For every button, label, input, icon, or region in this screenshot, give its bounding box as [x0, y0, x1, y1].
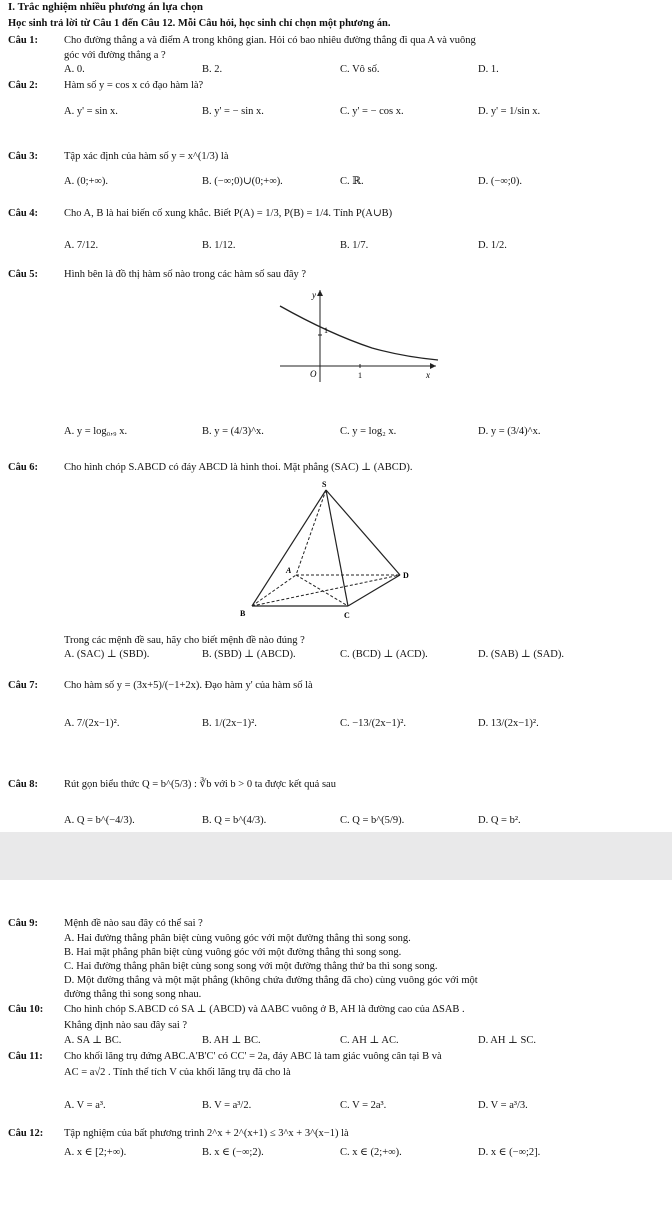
option-c[interactable]: C. V = 2a³.	[340, 1100, 387, 1111]
option-b[interactable]: B. 2.	[202, 64, 223, 75]
option-b[interactable]: B. Hai mặt phẳng phân biệt cùng vuông góc với một đường thẳng thì song song.	[64, 947, 402, 958]
x-label: x	[426, 370, 430, 380]
option-d[interactable]: D. (SAB) ⊥ (SAD).	[478, 649, 564, 660]
option-a[interactable]: A. 7/(2x−1)².	[64, 718, 120, 729]
option-d[interactable]: D. 1.	[478, 64, 499, 75]
section-title: I. Trắc nghiệm nhiều phương án lựa chọn	[8, 1, 203, 13]
edge-cd	[348, 575, 400, 606]
question-text: Cho hình chóp S.ABCD có đáy ABCD là hình thoi. Mặt phẳng (SAC) ⊥ (ABCD).	[64, 462, 413, 473]
question-text: Cho khối lăng trụ đứng ABC.A'B'C' có CC' = 2a, đáy ABC là tam giác vuông cân tại B và	[64, 1051, 442, 1062]
question-label: Câu 12:	[8, 1128, 44, 1139]
option-d[interactable]: D. Một đường thẳng và một mặt phẳng (không chứa đường thẳng đã cho) cùng vuông góc với một	[64, 975, 478, 986]
option-d[interactable]: D. (−∞;0).	[478, 176, 523, 187]
vertex-a: A	[286, 566, 292, 575]
option-d[interactable]: D. 1/2.	[478, 240, 507, 251]
question-label: Câu 6:	[8, 462, 39, 473]
question-text: Mệnh đề nào sau đây có thể sai ?	[64, 918, 203, 929]
option-a[interactable]: A. SA ⊥ BC.	[64, 1035, 122, 1046]
option-c[interactable]: C. −13/(2x−1)².	[340, 718, 407, 729]
option-c[interactable]: C. AH ⊥ AC.	[340, 1035, 399, 1046]
question-text: Hình bên là đồ thị hàm số nào trong các hàm số sau đây ?	[64, 269, 307, 280]
graph-background	[272, 284, 442, 386]
question-text: Cho A, B là hai biến cố xung khắc. Biết P(A) = 1/3, P(B) = 1/4. Tính P(A∪B)	[64, 208, 393, 219]
option-c[interactable]: C. x ∈ (2;+∞).	[340, 1147, 402, 1158]
tick-x-label: 1	[358, 371, 362, 380]
question-text-cont: AC = a√2 . Tính thể tích V của khối lăng trụ đã cho là	[64, 1067, 291, 1078]
question-label: Câu 11:	[8, 1051, 43, 1062]
option-b[interactable]: B. (−∞;0)∪(0;+∞).	[202, 176, 283, 187]
option-a[interactable]: A. (0;+∞).	[64, 176, 109, 187]
question-text: Tập nghiệm của bất phương trình 2^x + 2^(x+1) ≤ 3^x + 3^(x−1) là	[64, 1128, 349, 1139]
option-d[interactable]: D. V = a³/3.	[478, 1100, 528, 1111]
option-a[interactable]: A. y = log₀,₉ x.	[64, 426, 128, 437]
vertex-b: B	[240, 609, 246, 618]
option-a[interactable]: A. V = a³.	[64, 1100, 106, 1111]
option-d[interactable]: D. 13/(2x−1)².	[478, 718, 539, 729]
option-c[interactable]: C. y' = − cos x.	[340, 106, 404, 117]
y-label: y	[312, 290, 316, 300]
option-a[interactable]: A. y' = sin x.	[64, 106, 118, 117]
option-d[interactable]: D. y = (3/4)^x.	[478, 426, 541, 437]
option-d[interactable]: D. y' = 1/sin x.	[478, 106, 541, 117]
option-b[interactable]: B. Q = b^(4/3).	[202, 815, 267, 826]
edge-sb	[252, 490, 326, 606]
question-text: Cho hình chóp S.ABCD có SA ⊥ (ABCD) và ΔABC vuông ở B, AH là đường cao của ΔSAB .	[64, 1004, 465, 1015]
question-label: Câu 4:	[8, 208, 39, 219]
question-text: Rút gọn biểu thức Q = b^(5/3) : ∛b với b > 0 ta được kết quả sau	[64, 779, 336, 790]
page-break	[0, 832, 672, 880]
exponential-graph	[272, 284, 442, 386]
tick-y-label: 1	[324, 326, 328, 335]
option-b[interactable]: B. x ∈ (−∞;2).	[202, 1147, 264, 1158]
option-b[interactable]: B. AH ⊥ BC.	[202, 1035, 261, 1046]
option-c[interactable]: B. 1/7.	[340, 240, 369, 251]
question-label: Câu 9:	[8, 918, 39, 929]
question-label: Câu 10:	[8, 1004, 44, 1015]
question-text-cont: Khẳng định nào sau đây sai ?	[64, 1020, 188, 1031]
option-d[interactable]: D. Q = b².	[478, 815, 521, 826]
vertex-c: C	[344, 611, 350, 620]
option-a[interactable]: A. 7/12.	[64, 240, 99, 251]
pyramid-figure	[230, 478, 410, 628]
edge-sa	[296, 490, 326, 575]
option-c[interactable]: C. y = log₂ x.	[340, 426, 397, 437]
option-d[interactable]: D. x ∈ (−∞;2].	[478, 1147, 541, 1158]
option-b[interactable]: B. y = (4/3)^x.	[202, 426, 264, 437]
question-text: Tập xác định của hàm số y = x^(1/3) là	[64, 151, 229, 162]
option-b[interactable]: B. V = a³/2.	[202, 1100, 252, 1111]
option-b[interactable]: B. (SBD) ⊥ (ABCD).	[202, 649, 296, 660]
vertex-d: D	[403, 571, 409, 580]
option-d-cont: đường thẳng thì song song nhau.	[64, 989, 202, 1000]
question-label: Câu 5:	[8, 269, 39, 280]
origin-label: O	[310, 369, 317, 379]
question-text-cont: Trong các mệnh đề sau, hãy cho biết mệnh đề nào đúng ?	[64, 635, 305, 646]
question-label: Câu 1:	[8, 35, 39, 46]
option-c[interactable]: C. Q = b^(5/9).	[340, 815, 405, 826]
question-text: Cho hàm số y = (3x+5)/(−1+2x). Đạo hàm y' của hàm số là	[64, 680, 313, 691]
option-b[interactable]: B. 1/(2x−1)².	[202, 718, 257, 729]
question-text: Hàm số y = cos x có đạo hàm là?	[64, 80, 204, 91]
option-c[interactable]: C. Vô số.	[340, 64, 380, 75]
option-c[interactable]: C. (BCD) ⊥ (ACD).	[340, 649, 428, 660]
option-d[interactable]: D. AH ⊥ SC.	[478, 1035, 537, 1046]
question-label: Câu 7:	[8, 680, 39, 691]
option-c[interactable]: C. ℝ.	[340, 176, 364, 187]
option-a[interactable]: A. Hai đường thẳng phân biệt cùng vuông góc với một đường thẳng thì song song.	[64, 933, 411, 944]
option-a[interactable]: A. x ∈ [2;+∞).	[64, 1147, 127, 1158]
question-label: Câu 8:	[8, 779, 39, 790]
option-b[interactable]: B. 1/12.	[202, 240, 236, 251]
diagonal-ac	[296, 575, 348, 606]
question-text-cont: góc với đường thẳng a ?	[64, 50, 166, 61]
option-a[interactable]: A. Q = b^(−4/3).	[64, 815, 135, 826]
option-a[interactable]: A. (SAC) ⊥ (SBD).	[64, 649, 150, 660]
option-a[interactable]: A. 0.	[64, 64, 85, 75]
question-label: Câu 3:	[8, 151, 39, 162]
question-text: Cho đường thẳng a và điểm A trong không gian. Hỏi có bao nhiêu đường thẳng đi qua A và vuông	[64, 35, 476, 46]
option-b[interactable]: B. y' = − sin x.	[202, 106, 264, 117]
option-c[interactable]: C. Hai đường thẳng phân biệt cùng song song với một đường thẳng thứ ba thì song song.	[64, 961, 438, 972]
edge-sd	[326, 490, 400, 575]
question-label: Câu 2:	[8, 80, 39, 91]
instruction: Học sinh trả lời từ Câu 1 đến Câu 12. Mỗi Câu hỏi, học sinh chỉ chọn một phương án.	[8, 18, 391, 29]
vertex-s: S	[322, 480, 327, 489]
